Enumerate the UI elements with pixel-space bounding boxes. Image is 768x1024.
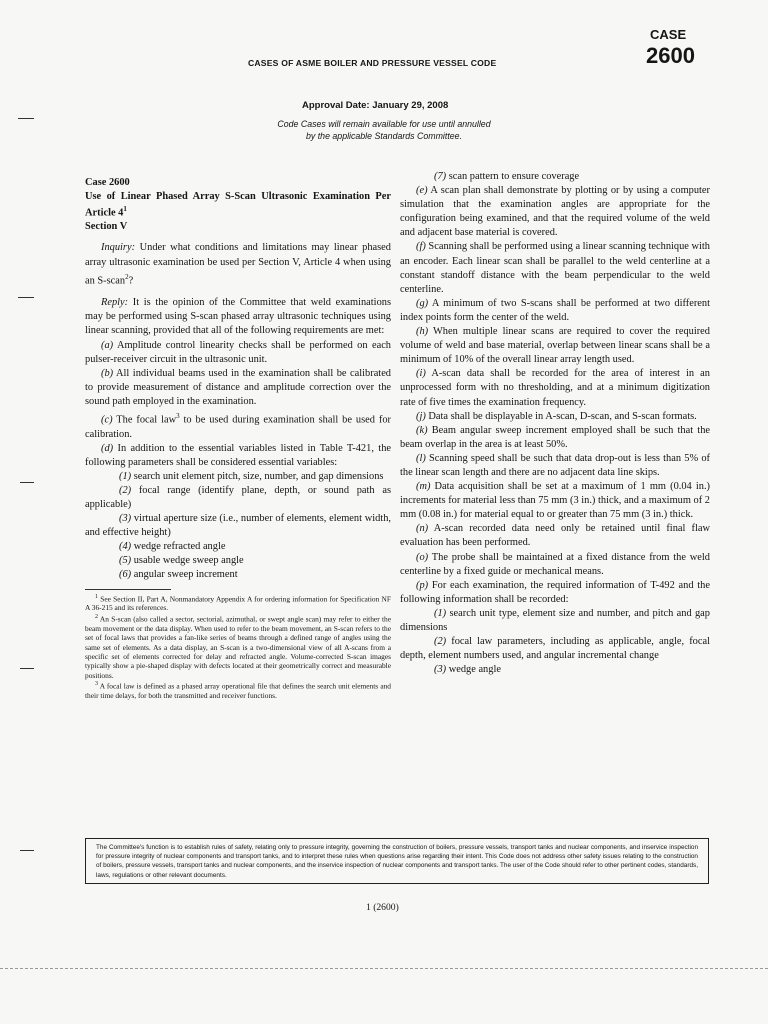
item-label: (3) (119, 513, 132, 525)
requirement-label: (e) (416, 185, 428, 197)
variable-item (85, 470, 391, 484)
requirement-d (85, 442, 391, 470)
requirement-text: A-scan recorded data need only be retained until final flaw evaluation has been performed. (400, 523, 710, 549)
variable-item (85, 554, 391, 568)
variable-item (85, 512, 391, 540)
requirement-l (400, 452, 710, 480)
requirement-j (400, 410, 710, 424)
item-text: focal range (identify plane, depth, or sound path as applicable) (85, 484, 391, 510)
inquiry-text: Under what conditions and limitations may linear phased array ultrasonic examination be used per Section V, Article 4 when using an S-scan (85, 242, 391, 287)
requirement-label: (i) (416, 368, 426, 380)
requirement-i (400, 367, 710, 409)
footnote-text: An S-scan (also called a sector, sectorial, azimuthal, or swept angle scan) may refer to either the beam movement or the data display. When used to refer to the beam movement, an S-scan refers to the set of focal laws that provides a fan-like series of beams through a defined range of angles using the same set of elements. As a data display, an S-scan is a two-dimensional view of all A-scans from a specific set of elements corrected for delay and refracted angle. Volume-corrected S-scan images typically show a pie-shaped display with defects located at their geometrically correct and measurable positions. (85, 614, 391, 680)
inquiry-paragraph (85, 241, 391, 288)
right-column (400, 170, 710, 677)
requirement-f (400, 240, 710, 296)
record-item (400, 607, 710, 635)
item-text: search unit element pitch, size, number, and gap dimensions (131, 470, 384, 482)
requirement-label: (k) (416, 424, 428, 436)
requirement-text: Scanning shall be performed using a linear scanning technique with an encoder. Each linear scan shall be parallel to the weld centerline at a constant standoff distance with the beam perpendicular to the weld centerline. (400, 241, 710, 295)
inquiry-label: Inquiry: (101, 242, 136, 254)
item-text: wedge refracted angle (131, 541, 226, 553)
scan-edge-line (0, 968, 768, 969)
case-title (85, 190, 391, 220)
item-label: (6) (119, 569, 132, 581)
item-label: (1) (119, 470, 132, 482)
requirement-label: (d) (101, 442, 114, 454)
footnote-ref: 2 (125, 272, 129, 281)
case-number: 2600 (646, 43, 695, 68)
annulment-line-1: Code Cases will remain available for use until annulled (277, 119, 491, 129)
margin-mark (20, 850, 34, 851)
item-text: angular sweep increment (131, 569, 238, 581)
annulment-note (236, 118, 532, 142)
case-title-text: Use of Linear Phased Array S-Scan Ultrasonic Examination Per Article 4 (85, 190, 391, 219)
requirement-o (400, 551, 710, 579)
item-label: (2) (434, 636, 447, 648)
item-label: (3) (434, 664, 447, 676)
item-text: search unit type, element size and number, and pitch and gap dimensions (400, 607, 710, 633)
requirement-g (400, 297, 710, 325)
requirement-label: (c) (101, 414, 113, 426)
committee-notice-box (85, 838, 709, 884)
requirement-label: (b) (101, 367, 114, 379)
requirement-text: Scanning speed shall be such that data drop-out is less than 5% of the linear scan length and there are no adjacent data line skips. (400, 452, 710, 478)
requirement-a (85, 339, 391, 367)
margin-mark (20, 668, 34, 669)
requirement-text: A scan plan shall demonstrate by plotting or by using a computer simulation that the examination angles are appropriate for the configuration being examined, and that the required volume of the weld and adjacent base material is covered. (400, 185, 710, 239)
requirement-text: Data acquisition shall be set at a maximum of 1 mm (0.04 in.) increments for material less than 75 mm (3 in.) thick, and a maximum of 2 mm (0.08 in.) for material equal to or greater than 75 mm (3 in.) thick. (400, 481, 710, 521)
footnote-text: A focal law is defined as a phased array operational file that defines the search unit elements and their time delays, for both the transmitted and receiver functions. (85, 681, 391, 701)
requirement-p (400, 579, 710, 607)
requirement-k (400, 424, 710, 452)
item-label: (2) (119, 484, 132, 496)
footnote-number: 2 (95, 613, 98, 620)
footnote-ref: 1 (123, 205, 127, 213)
footnote (85, 680, 391, 700)
committee-notice-text: The Committee's function is to establish rules of safety, relating only to pressure integrity, governing the construction of boilers, pressure vessels, transport tanks and nuclear components, and inservice inspection for pressure integrity of nuclear components and transport tanks, and to interpret these rules when questions arise regarding their intent. This Code does not address other safety issues relating to the construction of boilers, pressure vessels, transport tanks and nuclear components, and the inservice inspection of nuclear components and transport tanks. The user of the Code should refer to other pertinent codes, standards, laws, regulations or other relevant documents. (96, 844, 698, 879)
requirement-label: (n) (416, 523, 429, 535)
margin-mark (20, 482, 34, 483)
variable-item (85, 484, 391, 512)
margin-mark (18, 297, 34, 298)
requirement-e (400, 184, 710, 240)
footnote-text: See Section II, Part A, Nonmandatory Appendix A for ordering information for Specification NF A 36-215 and its references. (85, 594, 391, 613)
item-label: (4) (119, 541, 132, 553)
requirement-text: The focal law (112, 414, 177, 426)
left-column (85, 176, 391, 700)
item-text: focal law parameters, including as applicable, angle, focal depth, element numbers used, and angular incremental change (400, 636, 710, 662)
requirement-c (85, 409, 391, 442)
variable-item (85, 568, 391, 582)
item-label: (5) (119, 555, 132, 567)
record-item (400, 663, 710, 677)
case-section: Section V (85, 220, 128, 232)
case-id: Case 2600 (85, 177, 130, 188)
requirement-text: to be used during examination shall be used for calibration. (85, 414, 392, 440)
requirement-label: (p) (416, 579, 429, 591)
margin-mark (18, 118, 34, 119)
requirement-label: (m) (416, 481, 431, 493)
requirement-label: (l) (416, 452, 426, 464)
requirement-h (400, 325, 710, 367)
header-title: CASES OF ASME BOILER AND PRESSURE VESSEL CODE (248, 58, 497, 68)
requirement-text: When multiple linear scans are required to cover the required volume of weld and base material, overlap between linear scans shall be a minimum of 10% of the overall linear array length used. (400, 326, 710, 366)
footnote-number: 3 (95, 681, 98, 688)
requirement-text: The probe shall be maintained at a fixed distance from the weld centerline by a fixed guide or mechanical means. (400, 551, 710, 577)
requirement-text: A minimum of two S-scans shall be performed at two different index points form the center of the weld. (400, 297, 710, 323)
requirement-label: (g) (416, 297, 429, 309)
requirement-label: (h) (416, 326, 429, 338)
footnote-ref: 3 (176, 411, 180, 420)
reply-label: Reply: (101, 297, 129, 309)
footnote-number: 1 (95, 593, 98, 600)
footnote-divider (85, 589, 171, 590)
requirement-text: In addition to the essential variables listed in Table T-421, the following parameters shall be considered essential variables: (85, 442, 391, 468)
item-text: virtual aperture size (i.e., number of elements, element width, and effective height) (85, 513, 391, 539)
requirement-text: Amplitude control linearity checks shall be performed on each pulser-receiver circuit in the ultrasonic unit. (85, 339, 391, 365)
inquiry-end: ? (128, 275, 134, 287)
requirement-text: For each examination, the required information of T-492 and the following information shall be recorded: (400, 579, 710, 605)
case-label: CASE (650, 27, 687, 42)
item-text: wedge angle (446, 664, 501, 676)
approval-date: Approval Date: January 29, 2008 (302, 100, 449, 111)
item-text: scan pattern to ensure coverage (446, 171, 580, 182)
requirement-n (400, 522, 710, 550)
annulment-line-2: by the applicable Standards Committee. (306, 131, 462, 141)
record-item (400, 635, 710, 663)
reply-text: It is the opinion of the Committee that weld examinations may be performed using S-scan phased array ultrasonic techniques using linear scanning, provided that all of the following requirements are met: (85, 297, 391, 337)
variable-item (85, 540, 391, 554)
variable-item (400, 170, 710, 184)
requirement-label: (j) (416, 410, 426, 422)
requirement-label: (a) (101, 339, 114, 351)
reply-paragraph (85, 296, 391, 338)
requirement-text: A-scan data shall be recorded for the area of interest in an unprocessed form with no thresholding, and at a minimum digitization rate of five times the examination frequency. (400, 368, 710, 408)
requirement-b (85, 367, 391, 409)
item-label: (7) (434, 171, 447, 182)
requirement-m (400, 480, 710, 522)
page-number: 1 (2600) (366, 902, 399, 913)
requirement-text: Data shall be displayable in A-scan, D-scan, and S-scan formats. (425, 410, 697, 422)
requirement-text: Beam angular sweep increment employed shall be such that the beam overlap in the area is at least 50%. (400, 424, 710, 450)
footnote (85, 613, 391, 680)
requirement-label: (f) (416, 241, 426, 253)
item-text: usable wedge sweep angle (131, 555, 244, 567)
item-label: (1) (434, 607, 447, 619)
footnote (85, 593, 391, 613)
requirement-label: (o) (416, 551, 429, 563)
requirement-text: All individual beams used in the examination shall be calibrated to provide measurement of distance and amplitude correction over the sound path employed in the examination. (85, 367, 391, 407)
